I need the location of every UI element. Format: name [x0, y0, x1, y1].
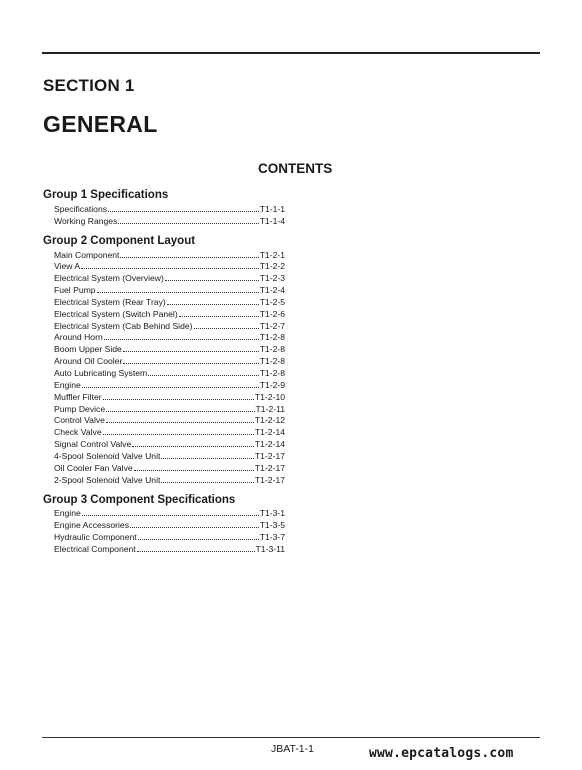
- toc-entry-list: [43, 203, 285, 227]
- toc-entry[interactable]: [43, 415, 285, 427]
- toc-entry-page: T1-2-14: [254, 427, 285, 438]
- dot-leader: [130, 527, 259, 528]
- toc-entry-page: T1-2-11: [255, 403, 285, 414]
- dot-leader: [106, 411, 254, 412]
- toc-entry[interactable]: [43, 284, 285, 296]
- dot-leader: [123, 351, 259, 352]
- toc-entry-title: Electrical System (Switch Panel): [54, 308, 178, 319]
- toc-entry-title: Check Valve: [54, 427, 102, 438]
- toc-entry-page: T1-2-3: [259, 273, 285, 284]
- toc-entry-page: T1-2-12: [254, 415, 285, 426]
- section-title: GENERAL: [43, 111, 158, 137]
- toc-entry-title: Specifications: [54, 203, 108, 214]
- toc-entry[interactable]: [43, 403, 285, 415]
- toc-entry-title: Main Component: [54, 249, 120, 260]
- toc-entry[interactable]: [43, 320, 285, 332]
- toc-entry-title: Signal Control Valve: [54, 439, 132, 450]
- toc-entry[interactable]: [43, 519, 285, 531]
- toc-entry[interactable]: [43, 355, 285, 367]
- contents-heading: CONTENTS: [258, 161, 333, 176]
- dot-leader: [81, 268, 259, 269]
- dot-leader: [148, 375, 259, 376]
- toc-entry-page: T1-2-17: [254, 462, 285, 473]
- toc-entry-title: Around Horn: [54, 332, 103, 343]
- toc-entry-page: T1-2-4: [259, 285, 285, 296]
- toc-entry-title: Around Oil Cooler: [54, 356, 123, 367]
- dot-leader: [165, 280, 259, 281]
- dot-leader: [82, 515, 259, 516]
- toc-entry-title: Electrical System (Cab Behind Side): [54, 320, 193, 331]
- toc-entry-page: T1-2-14: [254, 439, 285, 450]
- group-heading: Group 2 Component Layout: [43, 234, 196, 247]
- footer-page-code: JBAT-1-1: [271, 743, 314, 755]
- toc-entry-page: T1-2-5: [259, 296, 285, 307]
- toc-entry[interactable]: [43, 343, 285, 355]
- toc-entry-title: 4-Spool Solenoid Valve Unit: [54, 450, 161, 461]
- toc-entry[interactable]: [43, 261, 285, 273]
- toc-entry[interactable]: [43, 474, 285, 486]
- toc-entry[interactable]: [43, 426, 285, 438]
- top-rule: [42, 52, 540, 54]
- toc-entry-page: T1-2-8: [259, 344, 285, 355]
- dot-leader: [134, 470, 254, 471]
- toc-entry-page: T1-2-10: [254, 391, 285, 402]
- toc-entry-title: Boom Upper Side: [54, 344, 122, 355]
- toc-entry[interactable]: [43, 531, 285, 543]
- group-heading: Group 1 Specifications: [43, 189, 169, 201]
- toc-entry-page: T1-3-5: [259, 520, 285, 531]
- toc-entry[interactable]: [43, 215, 285, 227]
- watermark: www.epcatalogs.com: [369, 746, 514, 761]
- toc-entry-page: T1-3-7: [259, 532, 285, 543]
- toc-entry-page: T1-2-6: [259, 308, 285, 319]
- toc-entry-page: T1-2-2: [259, 261, 285, 272]
- toc-entry-title: Engine Accessories: [54, 520, 129, 531]
- toc-entry-page: T1-3-11: [255, 543, 285, 554]
- toc-entry-title: Engine: [54, 508, 81, 519]
- toc-entry-title: Hydraulic Component: [54, 532, 137, 543]
- dot-leader: [179, 316, 259, 317]
- toc-entry-page: T1-1-4: [259, 215, 285, 226]
- dot-leader: [108, 211, 259, 212]
- group-heading: Group 3 Component Specifications: [43, 493, 236, 506]
- toc-entry-title: Electrical Component: [54, 543, 136, 554]
- toc-entry-page: T1-2-17: [254, 450, 285, 461]
- toc-entry[interactable]: [43, 203, 285, 215]
- toc-entry-page: T1-3-1: [259, 508, 285, 519]
- toc-entry-title: Electrical System (Rear Tray): [54, 296, 166, 307]
- toc-entry[interactable]: [43, 391, 285, 403]
- toc-entry-title: Engine: [54, 379, 81, 390]
- bottom-rule: [42, 737, 540, 738]
- toc-entry-title: Fuel Pump: [54, 285, 96, 296]
- toc-entry-title: 2-Spool Solenoid Valve Unit: [54, 474, 161, 485]
- toc-entry-title: Electrical System (Overview): [54, 273, 164, 284]
- toc-entry-title: Working Ranges: [54, 215, 118, 226]
- toc-entry-list: [43, 249, 285, 486]
- toc-entry-page: T1-2-8: [259, 332, 285, 343]
- toc-entry-page: T1-1-1: [259, 203, 285, 214]
- dot-leader: [137, 551, 255, 552]
- toc-entry[interactable]: [43, 543, 285, 555]
- toc-entry-page: T1-2-9: [259, 379, 285, 390]
- dot-leader: [161, 482, 254, 483]
- toc-entry[interactable]: [43, 308, 285, 320]
- section-label: SECTION 1: [43, 76, 135, 95]
- toc-entry[interactable]: [43, 438, 285, 450]
- dot-leader: [82, 387, 259, 388]
- dot-leader: [104, 339, 259, 340]
- dot-leader: [123, 363, 258, 364]
- dot-leader: [167, 304, 259, 305]
- dot-leader: [138, 539, 259, 540]
- toc-entry[interactable]: [43, 367, 285, 379]
- toc-entry-page: T1-2-7: [259, 320, 285, 331]
- toc-entry-title: View A: [54, 261, 81, 272]
- toc-entry[interactable]: [43, 508, 285, 520]
- dot-leader: [161, 458, 254, 459]
- dot-leader: [106, 422, 254, 423]
- dot-leader: [103, 399, 254, 400]
- toc-entry-page: T1-2-17: [254, 474, 285, 485]
- toc-entry-list: [43, 508, 285, 555]
- toc-entry-page: T1-2-1: [259, 249, 285, 260]
- toc-entry[interactable]: [43, 450, 285, 462]
- toc-entry[interactable]: [43, 332, 285, 344]
- toc-entry-title: Pump Device: [54, 403, 106, 414]
- toc-entry-title: Muffler Filter: [54, 391, 102, 402]
- toc-entry-page: T1-2-8: [259, 367, 285, 378]
- dot-leader: [132, 446, 254, 447]
- toc-entry[interactable]: [43, 296, 285, 308]
- toc-entry[interactable]: [43, 249, 285, 261]
- dot-leader: [118, 223, 258, 224]
- toc-entry[interactable]: [43, 379, 285, 391]
- dot-leader: [103, 434, 254, 435]
- toc-entry-title: Oil Cooler Fan Valve: [54, 462, 133, 473]
- dot-leader: [194, 328, 259, 329]
- toc-entry[interactable]: [43, 272, 285, 284]
- toc-entry[interactable]: [43, 462, 285, 474]
- table-of-contents: [43, 189, 285, 555]
- dot-leader: [97, 292, 259, 293]
- toc-entry-title: Control Valve: [54, 415, 105, 426]
- toc-entry-page: T1-2-8: [259, 356, 285, 367]
- toc-entry-title: Auto Lubricating System: [54, 367, 148, 378]
- dot-leader: [120, 257, 258, 258]
